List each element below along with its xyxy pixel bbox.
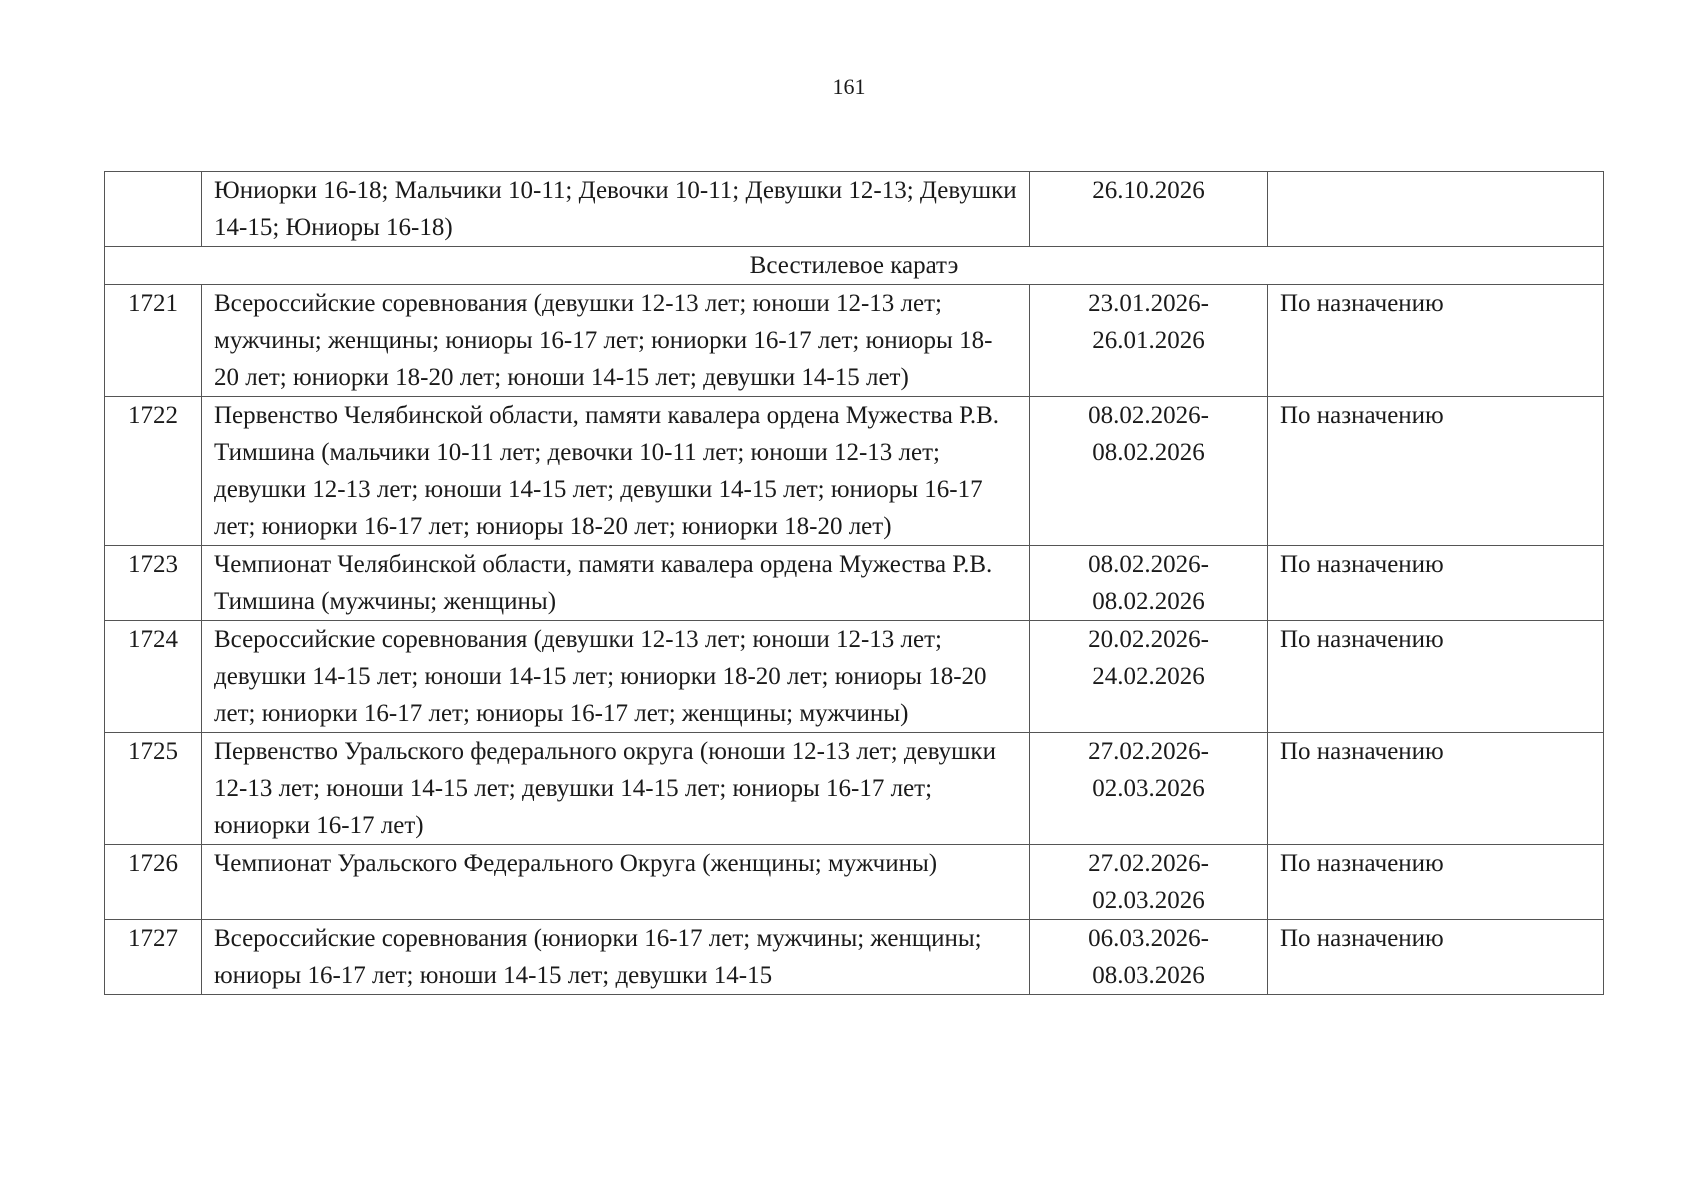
row-number: 1727 — [105, 920, 202, 995]
section-title: Всестилевое каратэ — [105, 247, 1604, 285]
table-row — [105, 397, 1604, 546]
event-dates — [1030, 845, 1268, 920]
event-dates — [1030, 546, 1268, 621]
event-dates — [1030, 397, 1268, 546]
event-name: Юниорки 16-18; Мальчики 10-11; Девочки 10-11; Девушки 12-13; Девушки 14-15; Юниоры 16-18) — [202, 172, 1030, 247]
date-start: 27.02.2026- — [1088, 738, 1209, 765]
table-row — [105, 920, 1604, 995]
date-start: 26.10.2026 — [1092, 177, 1205, 204]
event-name: Первенство Челябинской области, памяти кавалера ордена Мужества Р.В. Тимшина (мальчики 10-11 лет; девочки 10-11 лет; юноши 12-13 лет; девушки 12-13 лет; юноши 14-15 лет; девушки 14-15 лет; юниоры 16-17 лет; юниорки 16-17 лет; юниоры 18-20 лет; юниорки 18-20 лет) — [202, 397, 1030, 546]
table-row — [105, 546, 1604, 621]
table-row — [105, 621, 1604, 733]
event-place — [1268, 172, 1604, 247]
event-name: Первенство Уральского федерального округа (юноши 12-13 лет; девушки 12-13 лет; юноши 14-15 лет; девушки 14-15 лет; юниоры 16-17 лет; юниорки 16-17 лет) — [202, 733, 1030, 845]
event-place: По назначению — [1268, 285, 1604, 397]
row-number — [105, 172, 202, 247]
event-dates — [1030, 920, 1268, 995]
date-start: 23.01.2026- — [1088, 290, 1209, 317]
date-start: 08.02.2026- — [1088, 402, 1209, 429]
event-place: По назначению — [1268, 733, 1604, 845]
table-row — [105, 845, 1604, 920]
date-end: 24.02.2026 — [1092, 663, 1205, 690]
date-end: 02.03.2026 — [1092, 887, 1205, 914]
date-start: 27.02.2026- — [1088, 850, 1209, 877]
event-place: По назначению — [1268, 546, 1604, 621]
date-start: 06.03.2026- — [1088, 925, 1209, 952]
date-end: 08.03.2026 — [1092, 962, 1205, 989]
event-dates — [1030, 172, 1268, 247]
date-start: 20.02.2026- — [1088, 626, 1209, 653]
date-start: 08.02.2026- — [1088, 551, 1209, 578]
date-end: 08.02.2026 — [1092, 588, 1205, 615]
table-row-continuation — [105, 172, 1604, 247]
event-dates — [1030, 733, 1268, 845]
date-end: 08.02.2026 — [1092, 439, 1205, 466]
row-number: 1725 — [105, 733, 202, 845]
competition-schedule-table — [104, 171, 1604, 995]
date-end: 26.01.2026 — [1092, 327, 1205, 354]
table-row — [105, 285, 1604, 397]
event-place: По назначению — [1268, 397, 1604, 546]
row-number: 1722 — [105, 397, 202, 546]
section-header-row — [105, 247, 1604, 285]
event-place: По назначению — [1268, 920, 1604, 995]
event-place: По назначению — [1268, 845, 1604, 920]
event-place: По назначению — [1268, 621, 1604, 733]
row-number: 1723 — [105, 546, 202, 621]
date-end: 02.03.2026 — [1092, 775, 1205, 802]
row-number: 1724 — [105, 621, 202, 733]
event-name: Чемпионат Челябинской области, памяти кавалера ордена Мужества Р.В. Тимшина (мужчины; женщины) — [202, 546, 1030, 621]
event-dates — [1030, 621, 1268, 733]
row-number: 1721 — [105, 285, 202, 397]
event-name: Всероссийские соревнования (девушки 12-13 лет; юноши 12-13 лет; девушки 14-15 лет; юноши 14-15 лет; юниорки 18-20 лет; юниоры 18-20 лет; юниорки 16-17 лет; юниоры 16-17 лет; женщины; мужчины) — [202, 621, 1030, 733]
page-number: 161 — [832, 74, 866, 99]
event-dates — [1030, 285, 1268, 397]
row-number: 1726 — [105, 845, 202, 920]
table-rows — [105, 285, 1604, 995]
event-name: Чемпионат Уральского Федерального Округа (женщины; мужчины) — [202, 845, 1030, 920]
table-row — [105, 733, 1604, 845]
event-name: Всероссийские соревнования (юниорки 16-17 лет; мужчины; женщины; юниоры 16-17 лет; юноши 14-15 лет; девушки 14-15 — [202, 920, 1030, 995]
event-name: Всероссийские соревнования (девушки 12-13 лет; юноши 12-13 лет; мужчины; женщины; юниоры 16-17 лет; юниорки 16-17 лет; юниоры 18-20 лет; юниорки 18-20 лет; юноши 14-15 лет; девушки 14-15 лет) — [202, 285, 1030, 397]
